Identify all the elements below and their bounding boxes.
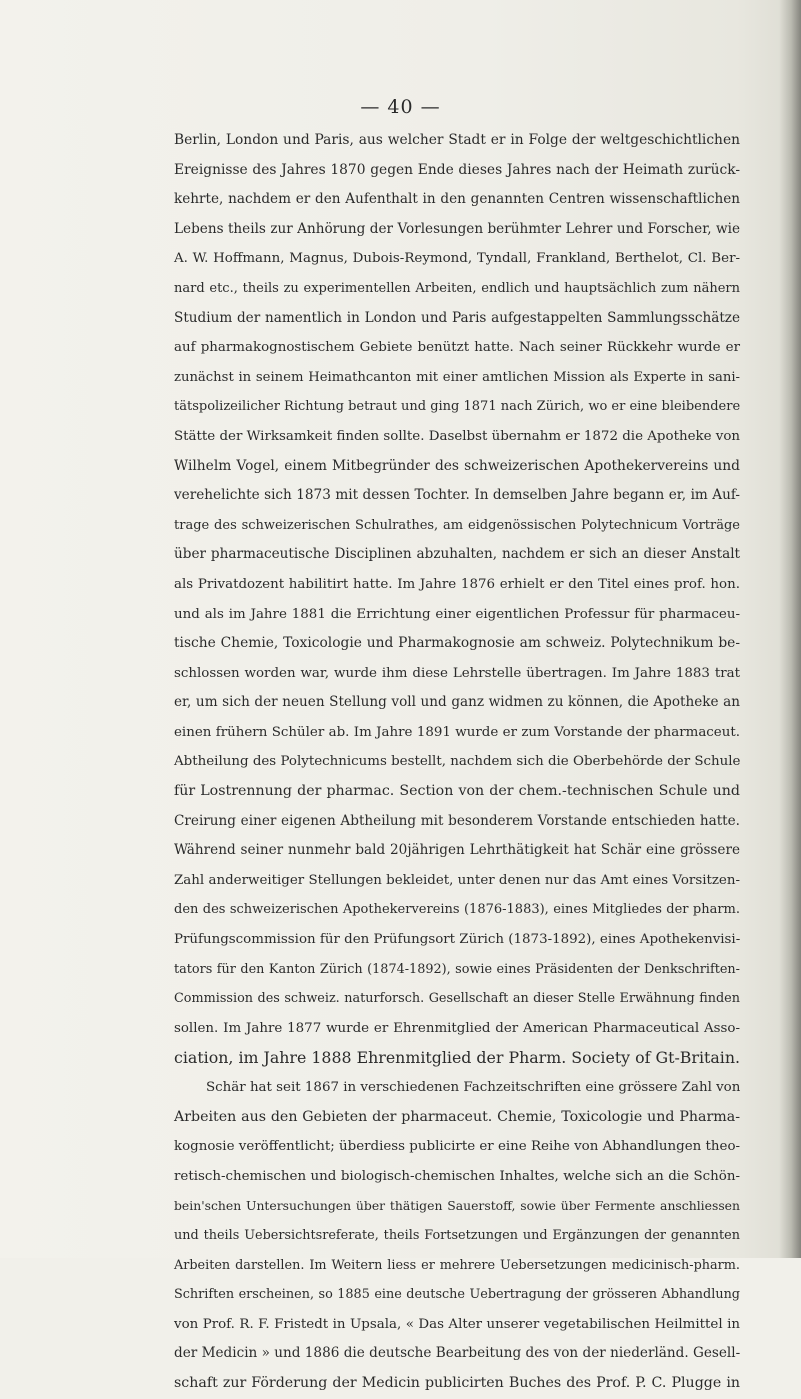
text-line: von Prof. R. F. Fristedt in Upsala, « Das Alter unserer vegetabilischen Heilmittel in	[174, 1316, 740, 1332]
text-line: der Medicin » und 1886 die deutsche Bearbeitung des von der niederländ. Gesell-	[174, 1345, 741, 1362]
text-line: A. W. Hoffmann, Magnus, Dubois-Reymond, Tyndall, Frankland, Berthelot, Cl. Ber-	[174, 251, 740, 267]
text-line: bein'schen Untersuchungen über thätigen Sauerstoff, sowie über Fermente anschliessen	[174, 1198, 740, 1214]
text-line: verehelichte sich 1873 mit dessen Tochter. In demselben Jahre begann er, im Auf-	[174, 487, 740, 504]
text-line: schlossen worden war, wurde ihm diese Lehrstelle übertragen. Im Jahre 1883 trat	[174, 665, 740, 681]
text-line: zunächst in seinem Heimathcanton mit einer amtlichen Mission als Experte in sani-	[174, 369, 740, 385]
text-line: Während seiner nunmehr bald 20jährigen Lehrthätigkeit hat Schär eine grössere	[174, 842, 740, 859]
text-line: Abtheilung des Polytechnicums bestellt, nachdem sich die Oberbehörde der Schule	[174, 754, 741, 770]
text-line: für Lostrennung der pharmac. Section von der chem.-technischen Schule und	[174, 783, 740, 800]
text-line: tators für den Kanton Zürich (1874-1892), sowie eines Präsidenten der Denkschriften-	[174, 961, 740, 977]
body-text	[174, 126, 740, 1399]
text-line: retisch-chemischen und biologisch-chemischen Inhaltes, welche sich an die Schön-	[174, 1168, 740, 1184]
text-line: kehrte, nachdem er den Aufenthalt in den genannten Centren wissenschaftlichen	[174, 191, 740, 208]
text-line: Creirung einer eigenen Abtheilung mit besonderem Vorstande entschieden hatte.	[174, 812, 740, 829]
text-line: als Privatdozent habilitirt hatte. Im Jahre 1876 erhielt er den Titel eines prof. hon.	[174, 576, 740, 592]
text-line: er, um sich der neuen Stellung voll und ganz widmen zu können, die Apotheke an	[174, 694, 740, 711]
page-edge-shadow	[779, 0, 801, 1258]
paragraph	[174, 1073, 740, 1399]
text-line: Commission des schweiz. naturforsch. Gesellschaft an dieser Stelle Erwähnung finden	[174, 991, 740, 1007]
text-line: Berlin, London und Paris, aus welcher Stadt er in Folge der weltgeschichtlichen	[174, 132, 740, 148]
text-line: tätspolizeilicher Richtung betraut und ging 1871 nach Zürich, wo er eine bleibendere	[174, 399, 741, 415]
text-line: Lebens theils zur Anhörung der Vorlesungen berühmter Lehrer und Forscher, wie	[174, 220, 740, 237]
text-line: Zahl anderweitiger Stellungen bekleidet, unter denen nur das Amt eines Vorsitzen-	[174, 872, 740, 888]
text-line: auf pharmakognostischem Gebiete benützt hatte. Nach seiner Rückkehr wurde er	[174, 340, 740, 356]
text-line: Schär hat seit 1867 in verschiedenen Fachzeitschriften eine grössere Zahl von	[206, 1080, 741, 1095]
text-line: Arbeiten aus den Gebieten der pharmaceut. Chemie, Toxicologie und Pharma-	[174, 1108, 740, 1125]
text-line: Studium der namentlich in London und Paris aufgestappelten Sammlungsschätze	[174, 309, 740, 326]
page-number: — 40 —	[360, 96, 441, 118]
paragraph	[174, 126, 740, 1073]
text-line: Stätte der Wirksamkeit finden sollte. Daselbst übernahm er 1872 die Apotheke von	[174, 428, 741, 444]
text-line: Ereignisse des Jahres 1870 gegen Ende dieses Jahres nach der Heimath zurück-	[174, 161, 740, 178]
text-line: sollen. Im Jahre 1877 wurde er Ehrenmitglied der American Pharmaceutical Asso-	[174, 1020, 740, 1036]
text-line: kognosie veröffentlicht; überdiess publicirte er eine Reihe von Abhandlungen theo-	[174, 1139, 741, 1155]
text-line: über pharmaceutische Disciplinen abzuhalten, nachdem er sich an dieser Anstalt	[174, 546, 740, 563]
text-line: Prüfungscommission für den Prüfungsort Zürich (1873-1892), eines Apothekenvisi-	[174, 932, 741, 948]
text-line: schaft zur Förderung der Medicin publicirten Buches des Prof. P. C. Plugge in	[174, 1374, 740, 1391]
text-line: nard etc., theils zu experimentellen Arbeiten, endlich und hauptsächlich zum nähern	[174, 280, 740, 296]
text-line: Wilhelm Vogel, einem Mitbegründer des schweizerischen Apothekervereins und	[174, 457, 740, 474]
text-line: Schriften erscheinen, so 1885 eine deutsche Uebertragung der grösseren Abhandlung	[174, 1287, 740, 1303]
text-line: einen frühern Schüler ab. Im Jahre 1891 wurde er zum Vorstande der pharmaceut.	[174, 724, 740, 740]
text-line: und als im Jahre 1881 die Errichtung einer eigentlichen Professur für pharmaceu-	[174, 606, 740, 622]
text-line: den des schweizerischen Apothekervereins (1876-1883), eines Mitgliedes der pharm.	[174, 902, 740, 918]
text-line: tische Chemie, Toxicologie und Pharmakognosie am schweiz. Polytechnikum be-	[174, 635, 740, 652]
text-line: Arbeiten darstellen. Im Weitern liess er mehrere Uebersetzungen medicinisch-pharm.	[174, 1257, 740, 1273]
text-line: ciation, im Jahre 1888 Ehrenmitglied der Pharm. Society of Gt-Britain.	[174, 1048, 741, 1068]
text-line: und theils Uebersichtsreferate, theils Fortsetzungen und Ergänzungen der genannten	[174, 1227, 740, 1243]
text-line: trage des schweizerischen Schulrathes, am eidgenössischen Polytechnicum Vorträge	[174, 517, 740, 533]
